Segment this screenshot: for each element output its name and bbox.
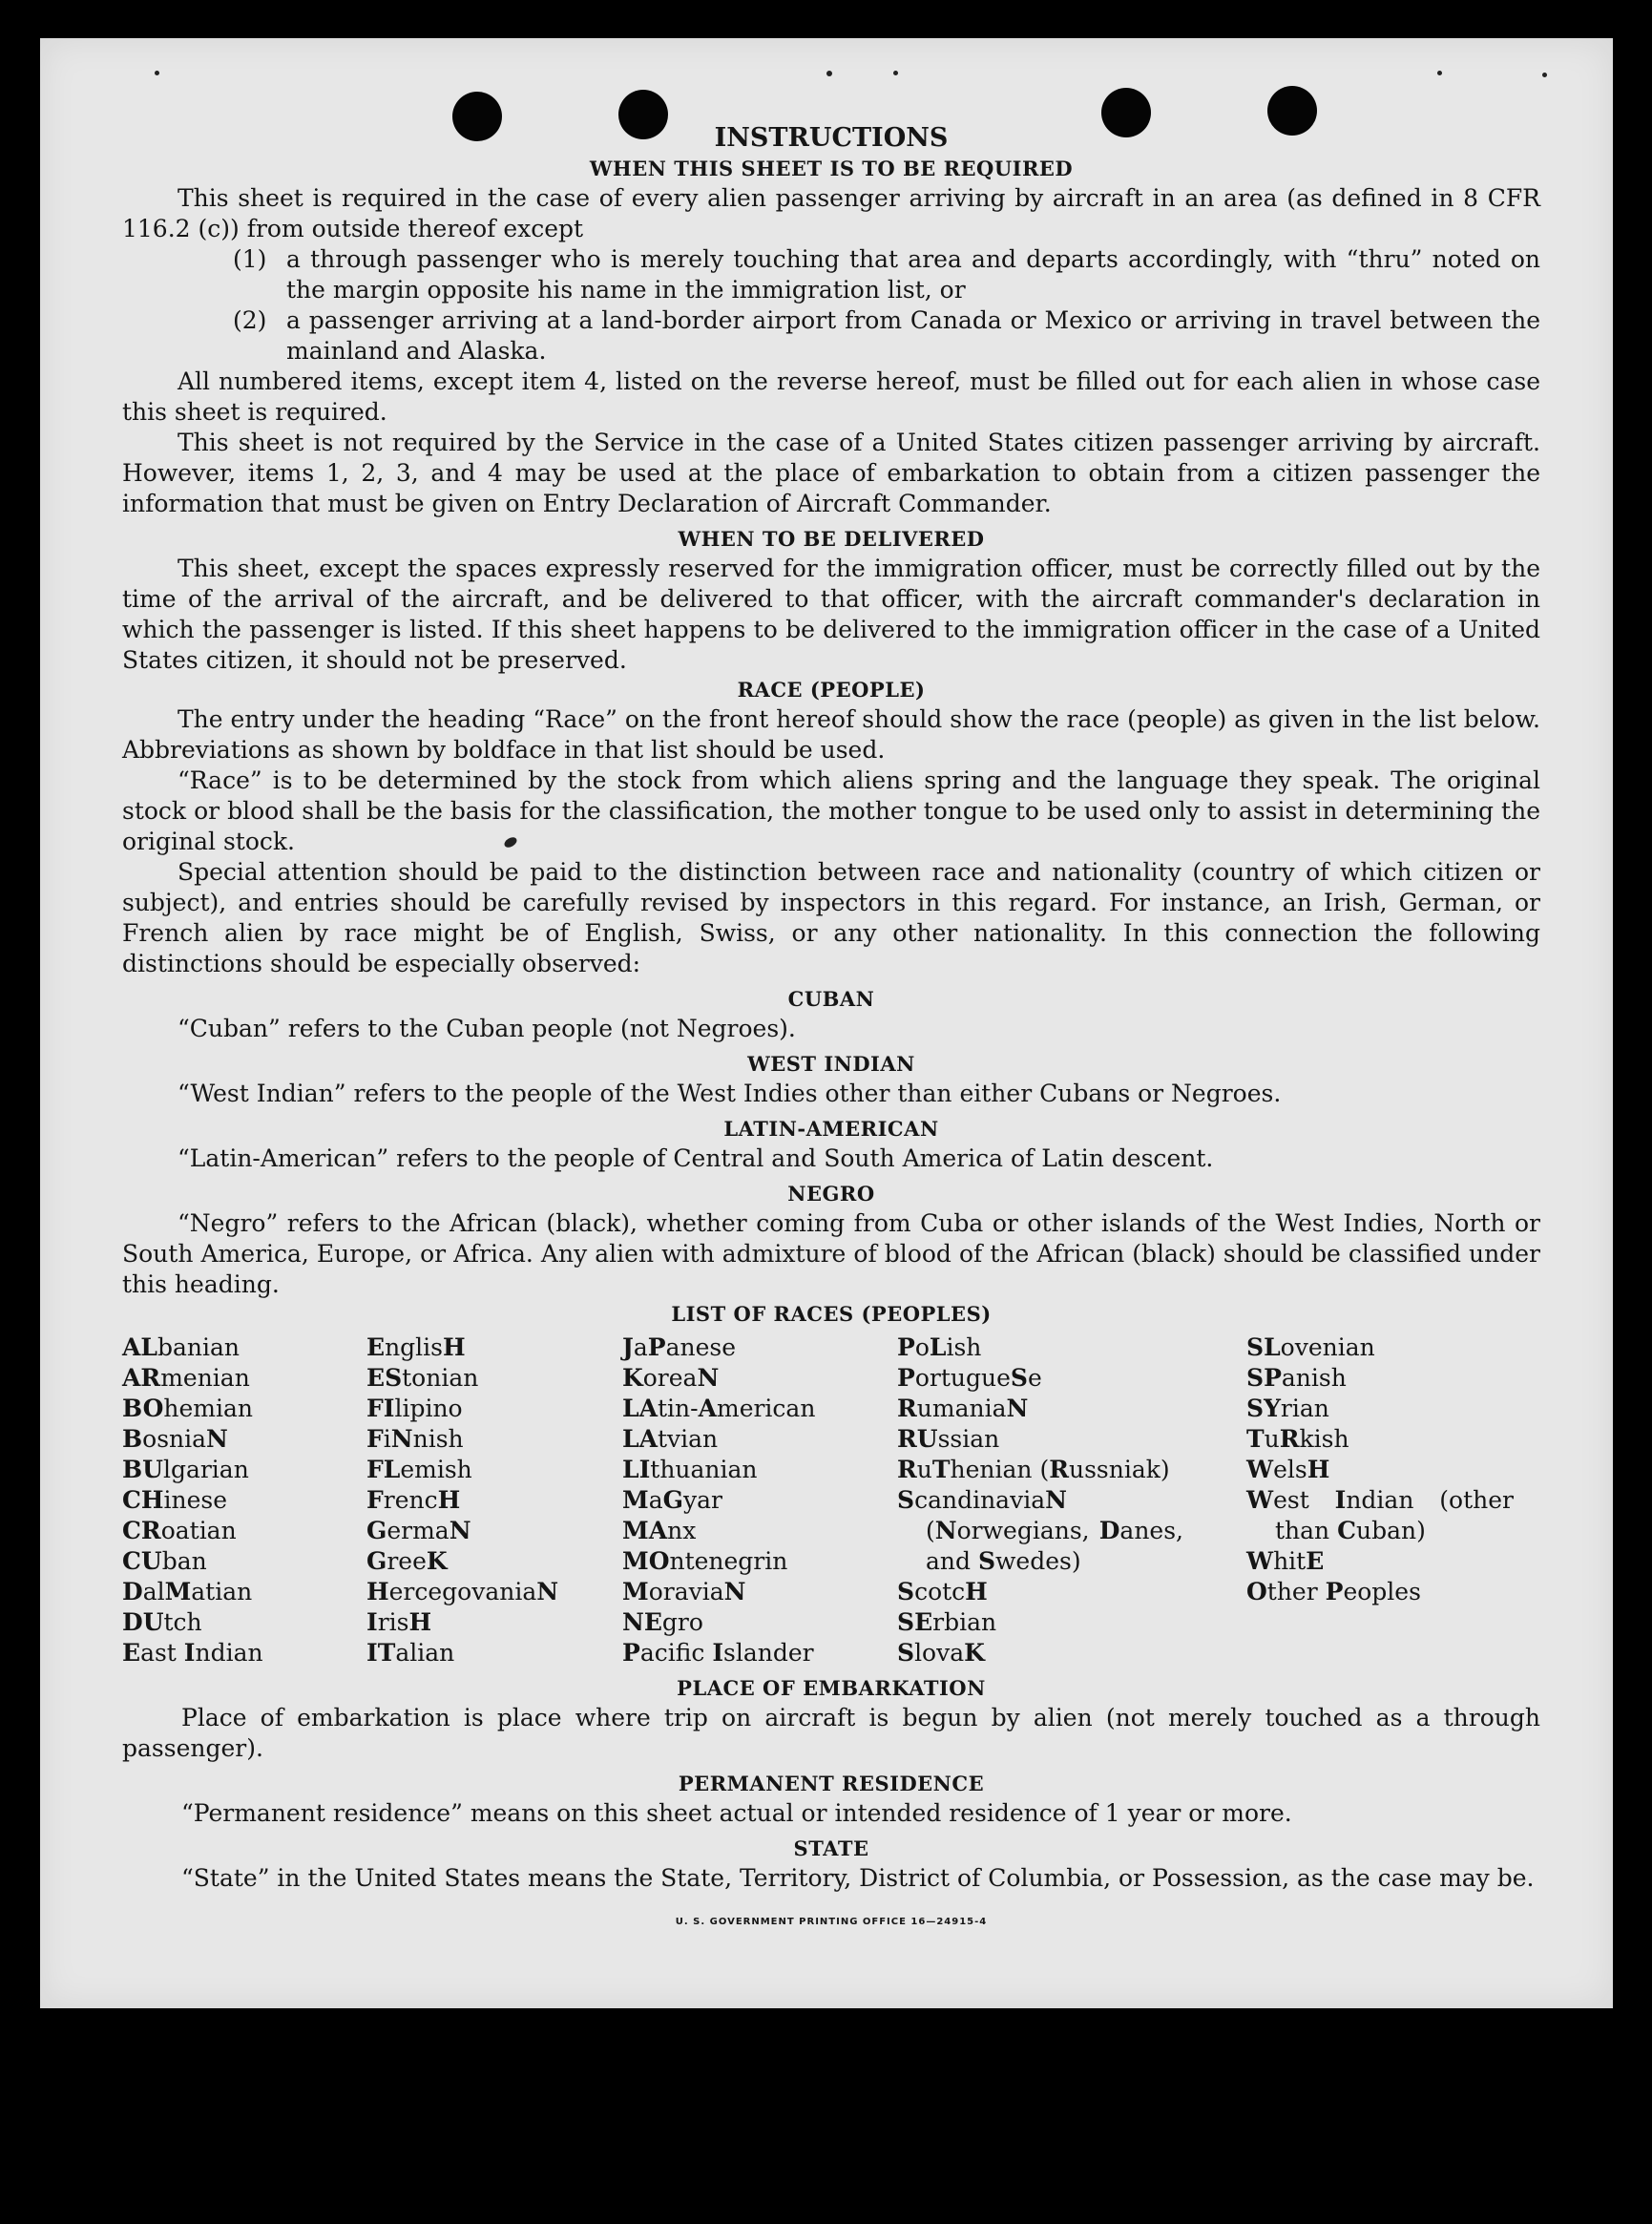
race-column — [1183, 1332, 1514, 1668]
latin-american-definition: “Latin-American” refers to the people of Central and South America of Latin descent. — [178, 1144, 1214, 1172]
race-entry: Other Peoples — [1246, 1578, 1421, 1605]
exception-item — [233, 244, 1540, 305]
delivery-paragraph: This sheet, except the spaces expressly reserved for the immigration officer, must be correctly filled out by the time of the arrival of the aircraft, and be delivered to that officer, with the aircraft commander's declaration in which the passenger is listed. If this sheet happens to be delivered to the immigration officer in the case of a United States citizen, it should not be preserved. — [122, 555, 1540, 674]
ink-speck — [893, 71, 898, 75]
race-entry: LAtvian — [622, 1425, 719, 1453]
race-entry: NEgro — [622, 1608, 703, 1636]
race-column — [622, 1332, 897, 1668]
race-entry: FIlipino — [366, 1395, 463, 1422]
ink-speck — [1437, 71, 1442, 75]
race-entry: FrencH — [366, 1486, 461, 1514]
race-entry: CUban — [122, 1547, 207, 1575]
race-entry: RUssian — [897, 1425, 1000, 1453]
race-entry: DUtch — [122, 1608, 202, 1636]
when-required-intro: This sheet is required in the case of every alien passenger arriving by aircraft in an area (as defined in 8 CFR 116.2 (c)) from outside thereof except — [122, 184, 1540, 242]
race-entry: HercegovaniaN — [366, 1578, 559, 1605]
heading-west-indian: WEST INDIAN — [747, 1052, 915, 1076]
race-entry: SLovenian — [1246, 1333, 1375, 1361]
residence-definition: “Permanent residence” means on this sheet actual or intended residence of 1 year or more. — [181, 1799, 1292, 1827]
race-column — [366, 1332, 622, 1668]
race-entry: WelsH — [1246, 1456, 1330, 1483]
race-entry: Pacific Islander — [622, 1639, 814, 1667]
exception-item-text: a passenger arriving at a land-border airport from Canada or Mexico or arriving in travel between the mainland and Alaska. — [286, 306, 1540, 365]
race-entry: LAtin-American — [622, 1395, 816, 1422]
document-page — [40, 38, 1613, 2008]
numbered-items-paragraph: All numbered items, except item 4, listed on the reverse hereof, must be filled out for each alien in whose case this sheet is required. — [122, 367, 1540, 426]
race-entry: West Indian (other than Cuban) — [1246, 1486, 1514, 1544]
race-entry: ScandinaviaN (Norwegians, Danes, and Swedes) — [897, 1486, 1183, 1575]
race-entry: MaGyar — [622, 1486, 722, 1514]
race-entry: East Indian — [122, 1639, 263, 1667]
race-entry: SlovaK — [897, 1639, 985, 1667]
race-entry: TuRkish — [1246, 1425, 1349, 1453]
heading-negro: NEGRO — [787, 1182, 875, 1206]
race-entry: SErbian — [897, 1608, 997, 1636]
race-entry: CHinese — [122, 1486, 228, 1514]
race-entry: ALbanian — [122, 1333, 240, 1361]
race-entry: EnglisH — [366, 1333, 466, 1361]
race-entry: RuThenian (Russniak) — [897, 1456, 1170, 1483]
heading-when-required: WHEN THIS SHEET IS TO BE REQUIRED — [589, 157, 1074, 180]
cuban-definition: “Cuban” refers to the Cuban people (not Negroes). — [178, 1015, 796, 1042]
citizen-paragraph: This sheet is not required by the Service in the case of a United States citizen passenger arriving by aircraft. However, items 1, 2, 3, and 4 may be used at the place of embarkation to obtain from a citizen passenger the information that must be given on Entry Declaration of Aircraft Commander. — [122, 429, 1540, 517]
race-paragraph-2: “Race” is to be determined by the stock from which aliens spring and the language they speak. The original stock or blood shall be the basis for the classification, the mother tongue to be used only to assist in determining the original stock. — [122, 766, 1540, 855]
heading-cuban: CUBAN — [787, 987, 875, 1011]
printing-office-footer: U. S. GOVERNMENT PRINTING OFFICE 16—24915-4 — [675, 1917, 988, 1927]
exception-item-text: a through passenger who is merely touching that area and departs accordingly, with “thru” noted on the margin opposite his name in the immigration list, or — [286, 245, 1540, 304]
heading-embarkation: PLACE OF EMBARKATION — [677, 1676, 986, 1700]
race-entry: SYrian — [1246, 1395, 1329, 1422]
exception-item-number: (2) — [233, 306, 267, 334]
race-entry: EStonian — [366, 1364, 479, 1392]
ink-speck — [826, 71, 832, 76]
race-entry: IrisH — [366, 1608, 432, 1636]
race-entry: MoraviaN — [622, 1578, 746, 1605]
ink-speck — [1542, 73, 1547, 77]
race-entry: MAnx — [622, 1517, 697, 1544]
race-entry: ARmenian — [122, 1364, 250, 1392]
race-column — [897, 1332, 1183, 1668]
west-indian-definition: “West Indian” refers to the people of the West Indies other than either Cubans or Negroes. — [178, 1080, 1282, 1107]
race-paragraph-1: The entry under the heading “Race” on the front hereof should show the race (people) as given in the list below. Abbreviations as shown by boldface in that list should be used. — [122, 705, 1540, 764]
race-list — [122, 1332, 1540, 1668]
race-entry: MOntenegrin — [622, 1547, 788, 1575]
heading-permanent-residence: PERMANENT RESIDENCE — [678, 1772, 985, 1795]
heading-race: RACE (PEOPLE) — [737, 678, 926, 702]
race-entry: ITalian — [366, 1639, 455, 1667]
exception-item-number: (1) — [233, 245, 267, 273]
race-entry: PortugueSe — [897, 1364, 1042, 1392]
embarkation-definition: Place of embarkation is place where trip on aircraft is begun by alien (not merely touched as a through passenger). — [122, 1704, 1540, 1762]
race-entry: BOhemian — [122, 1395, 253, 1422]
heading-list-of-races: LIST OF RACES (PEOPLES) — [671, 1302, 992, 1326]
race-entry: RumaniaN — [897, 1395, 1029, 1422]
race-entry: GreeK — [366, 1547, 448, 1575]
race-entry: KoreaN — [622, 1364, 720, 1392]
heading-when-delivered: WHEN TO BE DELIVERED — [678, 527, 985, 551]
race-entry: FLemish — [366, 1456, 472, 1483]
race-entry: ScotcH — [897, 1578, 988, 1605]
race-entry: DalMatian — [122, 1578, 253, 1605]
race-paragraph-3: Special attention should be paid to the distinction between race and nationality (country of which citizen or subject), and entries should be carefully revised by inspectors in this regard. For instance, an Irish, German, or French alien by race might be of English, Swiss, or any other nationality. In this connection the following distinctions should be especially observed: — [122, 858, 1540, 977]
negro-definition: “Negro” refers to the African (black), whether coming from Cuba or other islands of the West Indies, North or South America, Europe, or Africa. Any alien with admixture of blood of the African (black) should be classified under this heading. — [122, 1209, 1540, 1298]
race-entry: JaPanese — [622, 1333, 736, 1361]
race-entry: BUlgarian — [122, 1456, 249, 1483]
ink-speck — [155, 71, 159, 75]
race-entry: LIthuanian — [622, 1456, 758, 1483]
heading-latin-american: LATIN-AMERICAN — [723, 1117, 939, 1141]
race-entry: BosniaN — [122, 1425, 228, 1453]
race-entry: WhitE — [1246, 1547, 1325, 1575]
exception-item — [233, 305, 1540, 367]
race-entry: CRoatian — [122, 1517, 237, 1544]
heading-state: STATE — [793, 1836, 869, 1860]
state-definition: “State” in the United States means the State, Territory, District of Columbia, or Possession, as the case may be. — [181, 1864, 1535, 1892]
instructions-content — [122, 118, 1540, 1938]
race-entry: PoLish — [897, 1333, 982, 1361]
race-entry: SPanish — [1246, 1364, 1347, 1392]
race-entry: FiNnish — [366, 1425, 464, 1453]
page-title: INSTRUCTIONS — [714, 123, 949, 153]
race-entry: GermaN — [366, 1517, 471, 1544]
race-column — [122, 1332, 366, 1668]
